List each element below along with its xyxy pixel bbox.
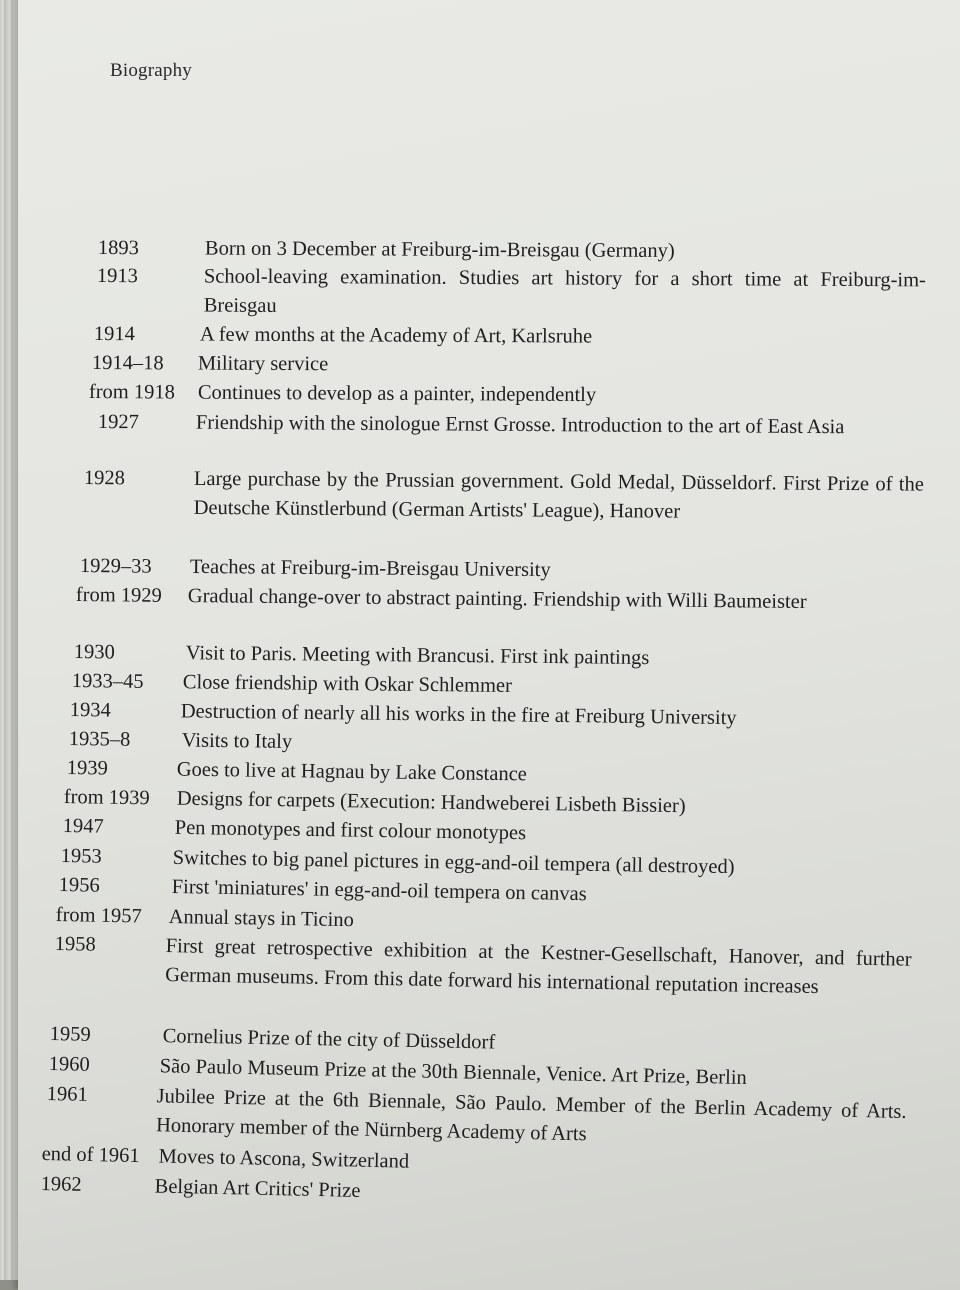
entry-year: 1914 [93, 322, 135, 346]
entry-year: 1953 [60, 844, 102, 868]
entry-text: School-leaving examination. Studies art history for a short time at Freiburg-im-Breisgau [203, 265, 926, 317]
entry-year: 1962 [40, 1172, 82, 1196]
entry-year: 1933–45 [71, 669, 144, 693]
entry-year: 1956 [58, 873, 100, 897]
entry-text: Friendship with the sinologue Ernst Grosse. Introduction to the art of East Asia [195, 411, 845, 439]
book-page [18, 0, 960, 1290]
entry-year: end of 1961 [41, 1142, 140, 1168]
entry-text: Designs for carpets (Execution: Handweberei Lisbeth Bissier) [176, 787, 686, 818]
entry-year: 1961 [46, 1082, 88, 1106]
entry-year: 1928 [83, 466, 125, 490]
entry-text: Visit to Paris. Meeting with Brancusi. First ink paintings [185, 642, 650, 670]
entry-text: São Paulo Museum Prize at the 30th Biennale, Venice. Art Prize, Berlin [159, 1055, 747, 1090]
entry-year: 1893 [97, 236, 139, 260]
entry-text: Born on 3 December at Freiburg-im-Breisgau (Germany) [204, 237, 675, 263]
entry-year: 1958 [54, 932, 96, 956]
entry-year: 1930 [73, 640, 115, 664]
running-header: Biography [110, 60, 193, 81]
entry-text: Visits to Italy [181, 729, 293, 753]
entry-year: 1934 [69, 698, 111, 722]
entry-text: Continues to develop as a painter, independently [197, 381, 597, 407]
entry-text: Annual stays in Ticino [168, 905, 354, 932]
entry-text: First great retrospective exhibition at the Kestner-Gesellschaft, Hanover, and further German museums. From this date forward his international reputation increases [164, 935, 912, 999]
biography-timeline [18, 0, 960, 1290]
entry-year: 1959 [49, 1022, 91, 1046]
entry-year: from 1957 [55, 903, 142, 928]
entry-text: Moves to Ascona, Switzerland [158, 1145, 410, 1173]
entry-text: Cornelius Prize of the city of Düsseldorf [162, 1025, 496, 1054]
entry-text: Pen monotypes and first colour monotypes [174, 816, 527, 845]
entry-year: 1914–18 [91, 351, 164, 375]
entry-text: A few months at the Academy of Art, Karlsruhe [199, 323, 593, 348]
entry-year: 1913 [96, 264, 138, 288]
entry-year: from 1939 [63, 785, 150, 810]
entry-year: 1927 [97, 410, 139, 434]
entry-year: 1939 [66, 756, 108, 780]
entry-text: First 'miniatures' in egg-and-oil tempera on canvas [171, 875, 587, 906]
entry-text: Teaches at Freiburg-im-Breisgau University [189, 555, 551, 582]
entry-text: Switches to big panel pictures in egg-and-oil tempera (all destroyed) [172, 846, 735, 879]
entry-year: 1929–33 [79, 554, 152, 578]
entry-text: Goes to live at Hagnau by Lake Constance [176, 758, 528, 786]
entry-year: 1960 [48, 1052, 90, 1076]
entry-year: from 1918 [88, 380, 175, 404]
entry-text: Gradual change-over to abstract painting. Friendship with Willi Baumeister [187, 585, 807, 614]
entry-text: Jubilee Prize at the 6th Biennale, São Paulo. Member of the Berlin Academy of Arts. Honorary member of the Nürnberg Academy of Arts [155, 1085, 907, 1146]
entry-text: Close friendship with Oskar Schlemmer [182, 671, 513, 697]
entry-year: 1947 [62, 814, 104, 838]
entry-year: 1935–8 [68, 727, 131, 751]
entry-year: from 1929 [75, 583, 162, 607]
entry-text: Military service [197, 352, 329, 376]
entry-text: Belgian Art Critics' Prize [154, 1175, 361, 1202]
entry-text: Destruction of nearly all his works in the fire at Freiburg University [180, 700, 737, 730]
entry-text: Large purchase by the Prussian government. Gold Medal, Düsseldorf. First Prize of the Deutsche Künstlerbund (German Artists' League), Hanover [193, 467, 924, 523]
